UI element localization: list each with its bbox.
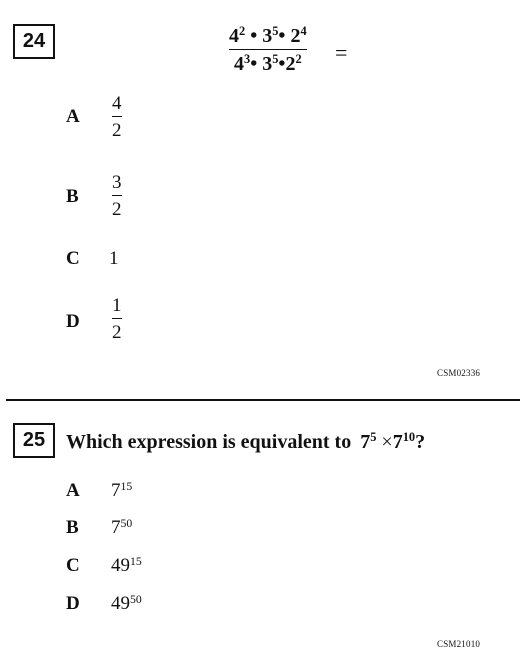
- choice-a-denominator: 2: [112, 120, 122, 141]
- choice-d-base: 49: [111, 593, 130, 614]
- den-exp-1: 3: [244, 52, 251, 67]
- expr-base-1: 7: [360, 431, 371, 453]
- choice-a-value: [111, 480, 132, 502]
- q24-denominator: [229, 54, 307, 74]
- choice-letter-c: C: [66, 248, 80, 269]
- question-stem: [66, 431, 425, 454]
- question-expression: [360, 431, 425, 453]
- fraction-bar: [112, 116, 122, 117]
- choice-letter-d: D: [66, 593, 80, 614]
- fraction-bar: [112, 195, 122, 196]
- choice-letter-a: A: [66, 480, 80, 501]
- choice-c-value: [111, 555, 142, 577]
- question-text: Which expression is equivalent to: [66, 431, 352, 453]
- den-base-1: 4: [234, 53, 244, 75]
- num-base-3: 2: [290, 25, 301, 47]
- expr-exp-1: 5: [370, 430, 377, 445]
- question-number-24: [13, 24, 55, 59]
- choice-b-fraction: [112, 173, 122, 219]
- choice-b-exp: 50: [120, 516, 133, 530]
- item-code: CSM02336: [437, 368, 481, 378]
- choice-d-denominator: 2: [112, 322, 122, 343]
- choice-d-fraction: [112, 296, 122, 342]
- choice-d-exp: 50: [130, 592, 142, 606]
- dot: •: [250, 53, 258, 75]
- expr-exp-2: 10: [402, 430, 416, 445]
- choice-c-value: 1: [109, 248, 119, 269]
- dot: •: [250, 25, 258, 47]
- choice-letter-b: B: [66, 517, 79, 538]
- times-sign: ×: [381, 431, 393, 453]
- num-exp-3: 4: [300, 24, 307, 39]
- choice-a-numerator: 4: [112, 93, 122, 114]
- choice-letter-a: A: [66, 106, 80, 127]
- choice-c-exp: 15: [130, 554, 142, 568]
- choice-b-value: [111, 517, 132, 539]
- choice-d-numerator: 1: [112, 295, 122, 316]
- num-base-2: 3: [262, 25, 273, 47]
- choice-a-exp: 15: [120, 479, 133, 493]
- den-exp-3: 2: [295, 52, 302, 67]
- fraction-bar: [112, 318, 122, 319]
- den-base-3: 2: [285, 53, 296, 75]
- question-number-text: 24: [22, 30, 46, 52]
- choice-d-value: [111, 593, 142, 615]
- choice-letter-d: D: [66, 311, 80, 332]
- choice-a-fraction: [112, 94, 122, 140]
- num-exp-2: 5: [272, 24, 279, 39]
- num-base-1: 4: [229, 25, 239, 47]
- den-base-2: 3: [262, 53, 273, 75]
- fraction-bar: [229, 49, 307, 50]
- num-exp-1: 2: [239, 24, 246, 39]
- question-number-text: 25: [22, 429, 46, 451]
- choice-b-numerator: 3: [112, 172, 122, 193]
- den-exp-2: 5: [272, 52, 279, 67]
- dot: •: [278, 25, 286, 47]
- q24-expression-fraction: [229, 26, 307, 74]
- section-divider: [6, 399, 520, 401]
- choice-letter-c: C: [66, 555, 80, 576]
- choice-b-denominator: 2: [112, 199, 122, 220]
- dot: •: [278, 53, 286, 75]
- q24-numerator: [229, 26, 307, 46]
- equals-sign: =: [335, 40, 348, 65]
- question-mark: ?: [415, 431, 426, 453]
- choice-b-base: 7: [111, 517, 121, 538]
- choice-letter-b: B: [66, 186, 79, 207]
- choice-a-base: 7: [111, 480, 121, 501]
- choice-c-base: 49: [111, 555, 130, 576]
- item-code: CSM21010: [437, 639, 481, 649]
- expr-base-2: 7: [392, 431, 403, 453]
- question-number-25: [13, 423, 55, 458]
